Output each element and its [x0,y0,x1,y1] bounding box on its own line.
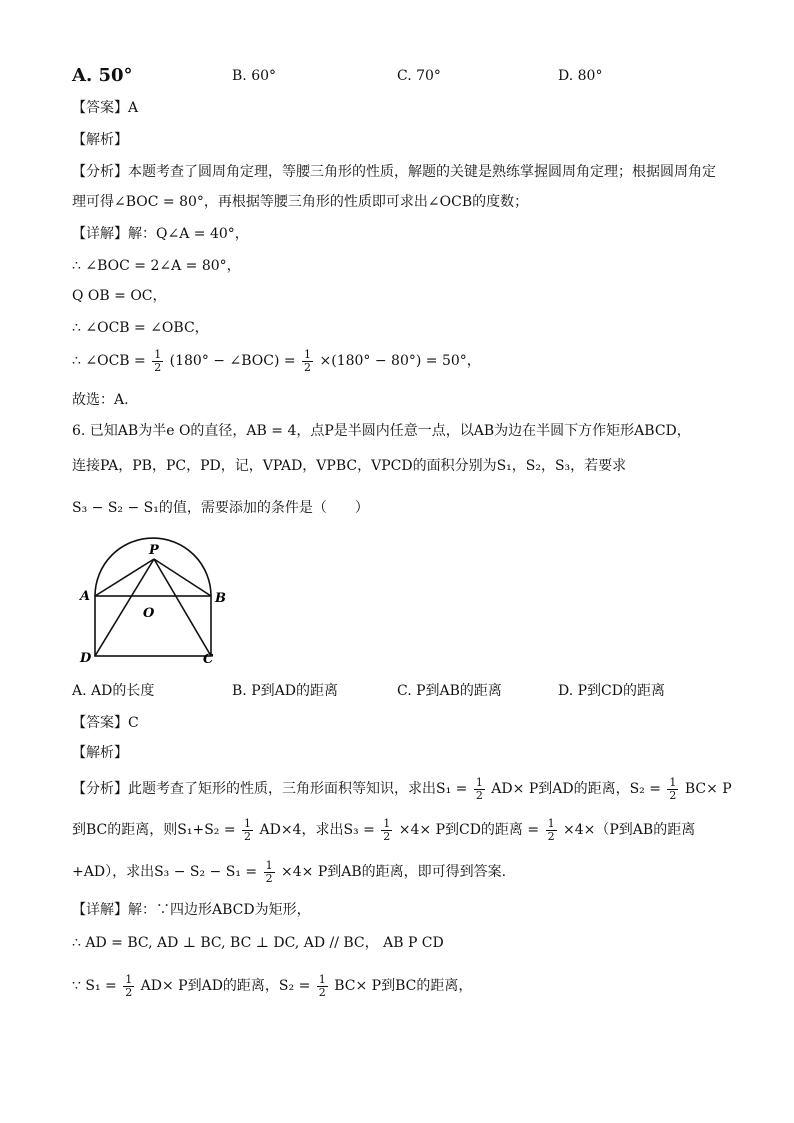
fraction-half: $\frac{1}{2}$ [383,816,391,843]
q6-fenxi-line1: 【分析】此题考查了矩形的性质，三角形面积等知识，求出S₁ = $\frac{1}{2}$ AD× P到AD的距离，S₂ = $\frac{1}{2}$ BC× P [72,775,732,802]
label-p: P [149,543,159,558]
q6-stem-line3: S₃ − S₂ − S₁的值，需要添加的条件是（ ） [72,500,369,516]
label-a: A [80,589,91,604]
q6-detail-line1: 【详解】解：∵四边形ABCD为矩形， [72,902,311,918]
q6-option-a: A. AD的长度 [72,683,155,699]
q5-fenxi-line1: 【分析】本题考查了圆周角定理，等腰三角形的性质，解题的关键是熟练掌握圆周角定理；根据圆周角定 [72,164,716,180]
q6-fenxi-line2: 到BC的距离，则S₁+S₂ = $\frac{1}{2}$ AD×4，求出S₃ = $\frac{1}{2}$ ×4× P到CD的距离 = $\frac{1}{2}$ ×4×（P到AB的距离 [72,816,696,843]
fraction-half: $\frac{1}{2}$ [304,347,312,374]
q5-option-c: C. 70° [397,68,441,84]
fraction-half: $\frac{1}{2}$ [125,972,133,999]
fraction-half: $\frac{1}{2}$ [475,775,483,802]
label-c: C [203,652,214,667]
q5-option-b: B. 60° [232,68,277,84]
q5-fenxi-line2: 理可得∠BOC = 80°，再根据等腰三角形的性质即可求出∠OCB的度数； [72,194,529,210]
q5-detail-line3: Q OB = OC， [72,288,167,304]
fraction-half: $\frac{1}{2}$ [547,816,555,843]
fraction-half: $\frac{1}{2}$ [669,775,677,802]
q6-stem-line1: 6. 已知AB为半e O的直径，AB = 4，点P是半圆内任意一点，以AB为边在半圆下方作矩形ABCD， [72,423,691,439]
q6-option-d: D. P到CD的距离 [558,683,665,699]
q6-analysis-tag: 【解析】 [72,745,128,761]
q5-detail-line2: ∴ ∠BOC = 2∠A = 80°， [72,258,241,274]
fraction-half: $\frac{1}{2}$ [318,972,326,999]
q5-detail-line4: ∴ ∠OCB = ∠OBC， [72,320,209,336]
q6-detail-line2: ∴ AD = BC, AD ⊥ BC, BC ⊥ DC, AD // BC， AB P CD [72,935,444,951]
fraction-half: $\frac{1}{2}$ [154,347,162,374]
q6-geometry-figure [72,532,232,668]
fraction-half: $\frac{1}{2}$ [244,816,252,843]
q5-option-d: D. 80° [558,68,603,84]
q6-detail-line3: ∵ S₁ = $\frac{1}{2}$ AD× P到AD的距离，S₂ = $\frac{1}{2}$ BC× P到BC的距离， [72,972,473,999]
q5-detail-line5: ∴ ∠OCB = $\frac{1}{2}$ (180° − ∠BOC) = $\frac{1}{2}$ ×(180° − 80°) = 50°， [72,347,481,374]
label-d: D [80,651,92,666]
q6-fenxi-line3: +AD），求出S₃ − S₂ − S₁ = $\frac{1}{2}$ ×4× P到AB的距离，即可得到答案. [72,858,507,885]
q5-detail-line1: 【详解】解：Q∠A = 40°， [72,226,249,242]
q5-option-a: A. 50° [72,65,133,86]
q6-stem-line2: 连接PA，PB，PC，PD，记，VPAD，VPBC，VPCD的面积分别为S₁，S₂，S₃，若要求 [72,458,627,474]
label-o: O [143,606,155,621]
q5-choice: 故选：A. [72,392,129,408]
fraction-half: $\frac{1}{2}$ [265,858,273,885]
q5-analysis-tag: 【解析】 [72,132,128,148]
q6-answer: 【答案】C [72,715,139,731]
q6-option-b: B. P到AD的距离 [232,683,338,699]
q6-option-c: C. P到AB的距离 [397,683,502,699]
q5-answer: 【答案】A [72,100,139,116]
label-b: B [215,591,226,606]
segment-pc [154,559,211,656]
